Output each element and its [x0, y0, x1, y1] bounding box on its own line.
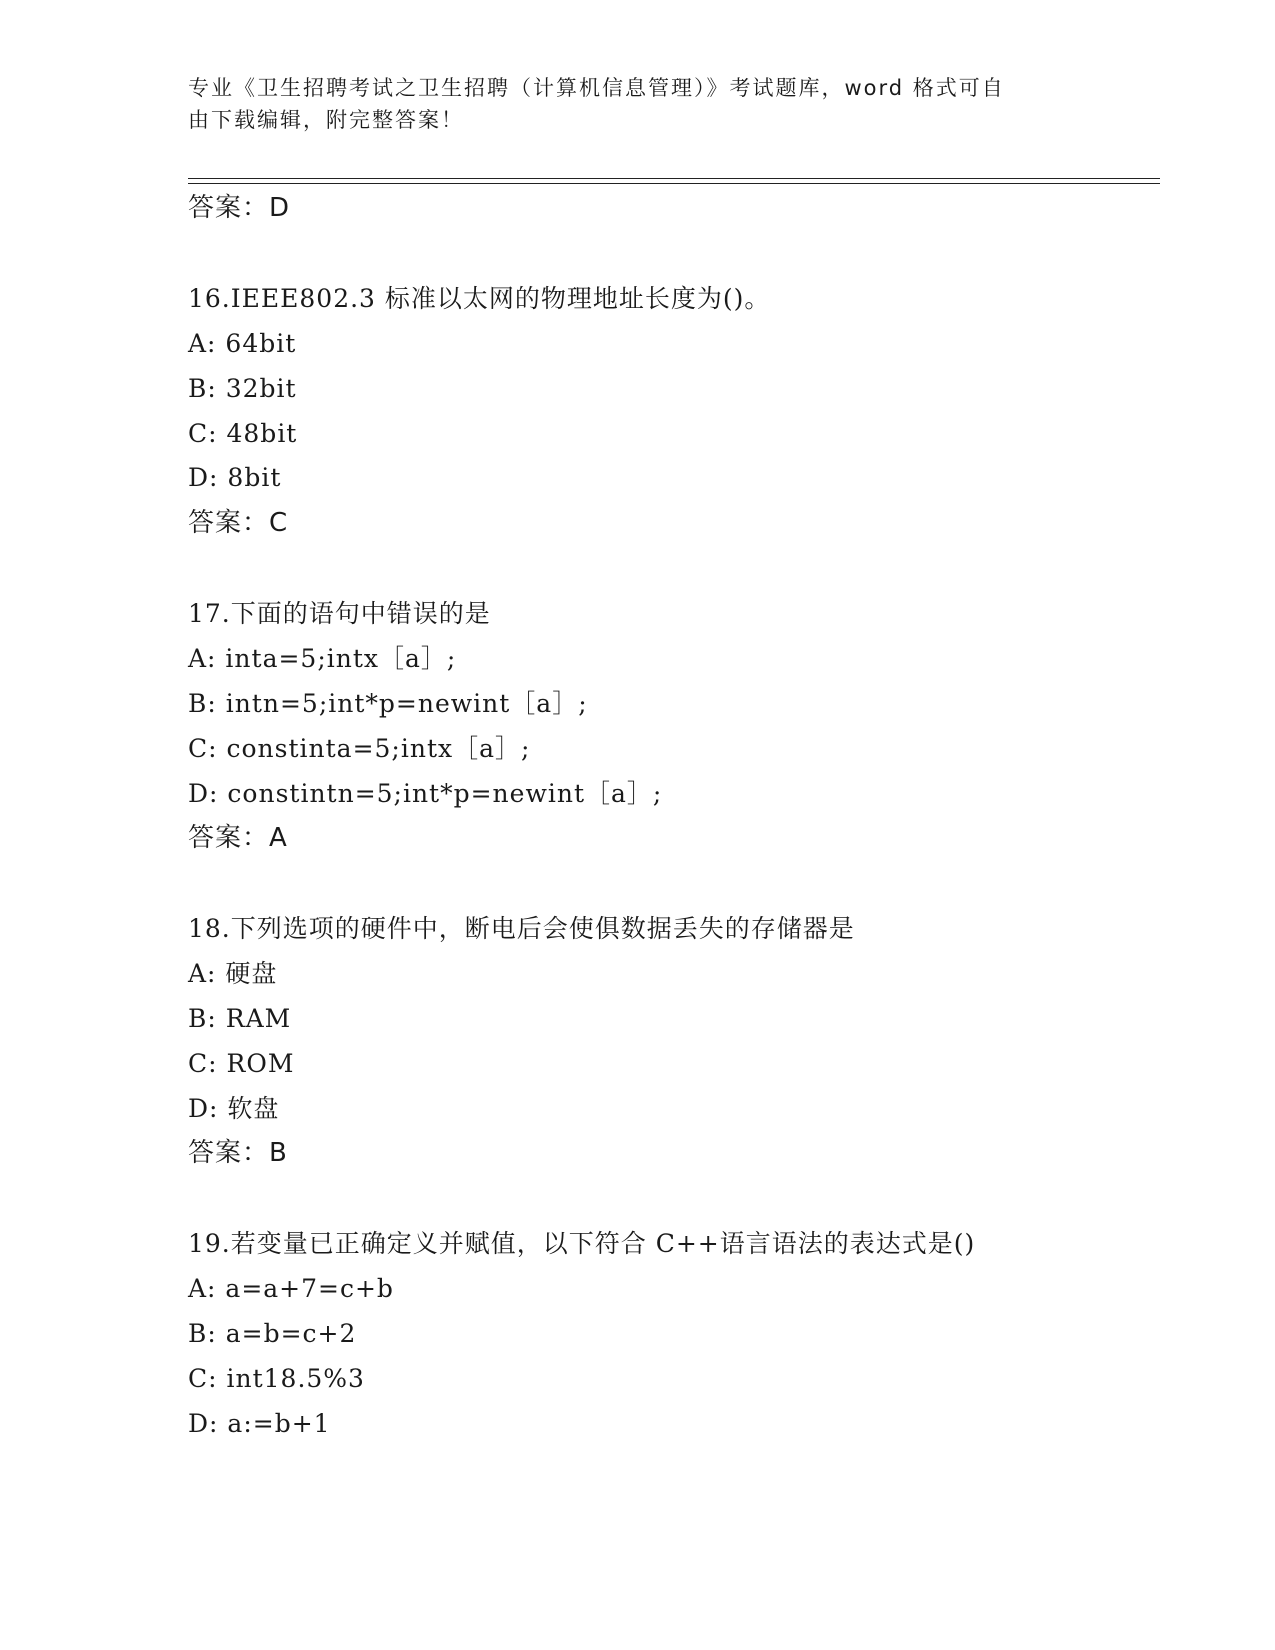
question-19-option-c: C: int18.5%3: [188, 1364, 365, 1393]
question-18-option-c: C: ROM: [188, 1049, 295, 1078]
question-18-option-a: A: 硬盘: [188, 959, 278, 988]
header-divider-top: [188, 178, 1160, 179]
answer-previous: 答案：D: [188, 193, 291, 223]
question-18-stem: 18.下列选项的硬件中，断电后会使俱数据丢失的存储器是: [188, 914, 855, 943]
question-19-stem: 19.若变量已正确定义并赋值，以下符合 C++语言语法的表达式是(): [188, 1229, 976, 1258]
document-header: [188, 72, 1068, 136]
header-line-1: 专业《卫生招聘考试之卫生招聘（计算机信息管理）》考试题库，word 格式可自: [188, 76, 1005, 100]
question-19-option-a: A: a=a+7=c+b: [188, 1274, 394, 1303]
question-16-answer: 答案：C: [188, 508, 289, 538]
question-17-option-b: B: intn=5;int*p=newint［a］;: [188, 689, 588, 718]
question-18-option-d: D: 软盘: [188, 1094, 280, 1123]
question-16-option-b: B: 32bit: [188, 374, 297, 403]
question-17-option-a: A: inta=5;intx［a］;: [188, 644, 457, 673]
question-16-option-a: A: 64bit: [188, 329, 297, 358]
question-17-answer: 答案：A: [188, 823, 288, 853]
question-17-option-d: D: constintn=5;int*p=newint［a］;: [188, 779, 663, 808]
header-line-2: 由下载编辑，附完整答案！: [188, 108, 464, 132]
question-17-stem: 17.下面的语句中错误的是: [188, 599, 491, 628]
question-16-option-c: C: 48bit: [188, 419, 298, 448]
header-divider-bottom: [188, 183, 1160, 184]
question-18-answer: 答案：B: [188, 1138, 288, 1168]
question-17-option-c: C: constinta=5;intx［a］;: [188, 734, 531, 763]
question-16-option-d: D: 8bit: [188, 463, 282, 492]
question-16-stem: 16.IEEE802.3 标准以太网的物理地址长度为()。: [188, 284, 771, 313]
question-18-option-b: B: RAM: [188, 1004, 292, 1033]
question-19-option-b: B: a=b=c+2: [188, 1319, 357, 1348]
question-19-option-d: D: a:=b+1: [188, 1409, 331, 1438]
